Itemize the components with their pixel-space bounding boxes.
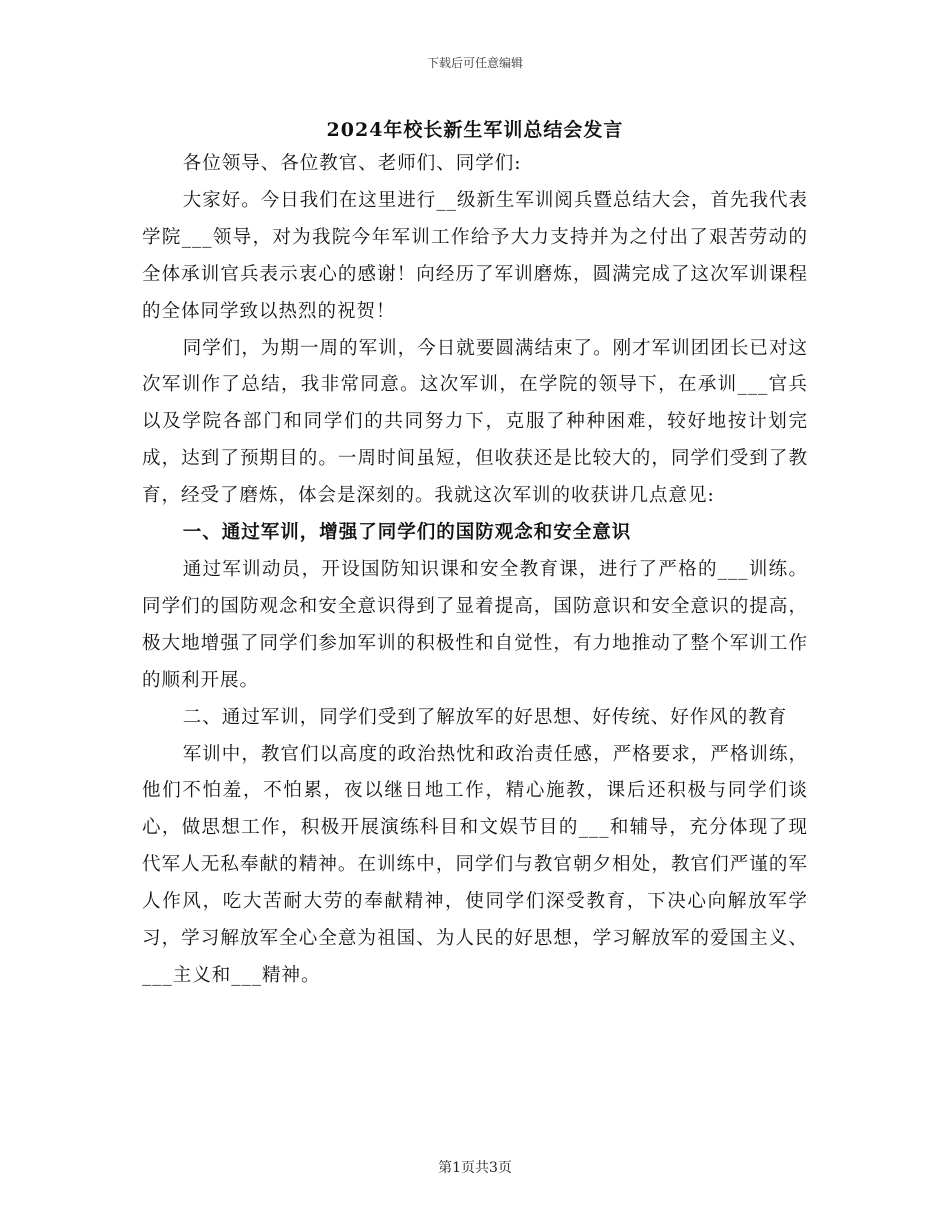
body-paragraph: 同学们，为期一周的军训，今日就要圆满结束了。刚才军训团团长已对这次军训作了总结，我非常同意。这次军训，在学院的领导下，在承训___官兵以及学院各部门和同学们的共同努力下，克服了种种困难，较好地按计划完成，达到了预期目的。一周时间虽短，但收获还是比较大的，同学们受到了教育，经受了磨炼，体会是深刻的。我就这次军训的收获讲几点意见: [142, 337, 808, 507]
section-heading: 一、通过军训，增强了同学们的国防观念和安全意识 [182, 522, 632, 544]
body-paragraph: 大家好。今日我们在这里进行__级新生军训阅兵暨总结大会，首先我代表学院___领导，对为我院今年军训工作给予大力支持并为之付出了艰苦劳动的全体承训官兵表示衷心的感谢！向经历了军训磨炼，圆满完成了这次军训课程的全体同学致以热烈的祝贺！ [142, 189, 808, 322]
section-heading: 二、通过军训，同学们受到了解放军的好思想、好传统、好作风的教育 [182, 706, 788, 728]
document-body [142, 146, 808, 995]
salutation-paragraph: 各位领导、各位教官、老师们、同学们: [182, 153, 522, 174]
body-paragraph: 通过军训动员，开设国防知识课和安全教育课，进行了严格的___训练。同学们的国防观念和安全意识得到了显着提高，国防意识和安全意识的提高，极大地增强了同学们参加军训的积极性和自觉性，有力地推动了整个军训工作的顺利开展。 [142, 558, 808, 691]
body-paragraph: 军训中，教官们以高度的政治热忱和政治责任感，严格要求，严格训练，他们不怕羞，不怕累，夜以继日地工作，精心施教，课后还积极与同学们谈心，做思想工作，积极开展演练科目和文娱节目的___和辅导，充分体现了现代军人无私奉献的精神。在训练中，同学们与教官朝夕相处，教官们严谨的军人作风，吃大苦耐大劳的奉献精神，使同学们深受教育，下决心向解放军学习，学习解放军全心全意为祖国、为人民的好思想，学习解放军的爱国主义、___主义和___精神。 [142, 743, 808, 986]
page-footer: 第1页共3页 [438, 1160, 512, 1176]
header-note: 下载后可任意编辑 [426, 56, 523, 70]
document-title: 2024年校长新生军训总结会发言 [326, 119, 624, 141]
